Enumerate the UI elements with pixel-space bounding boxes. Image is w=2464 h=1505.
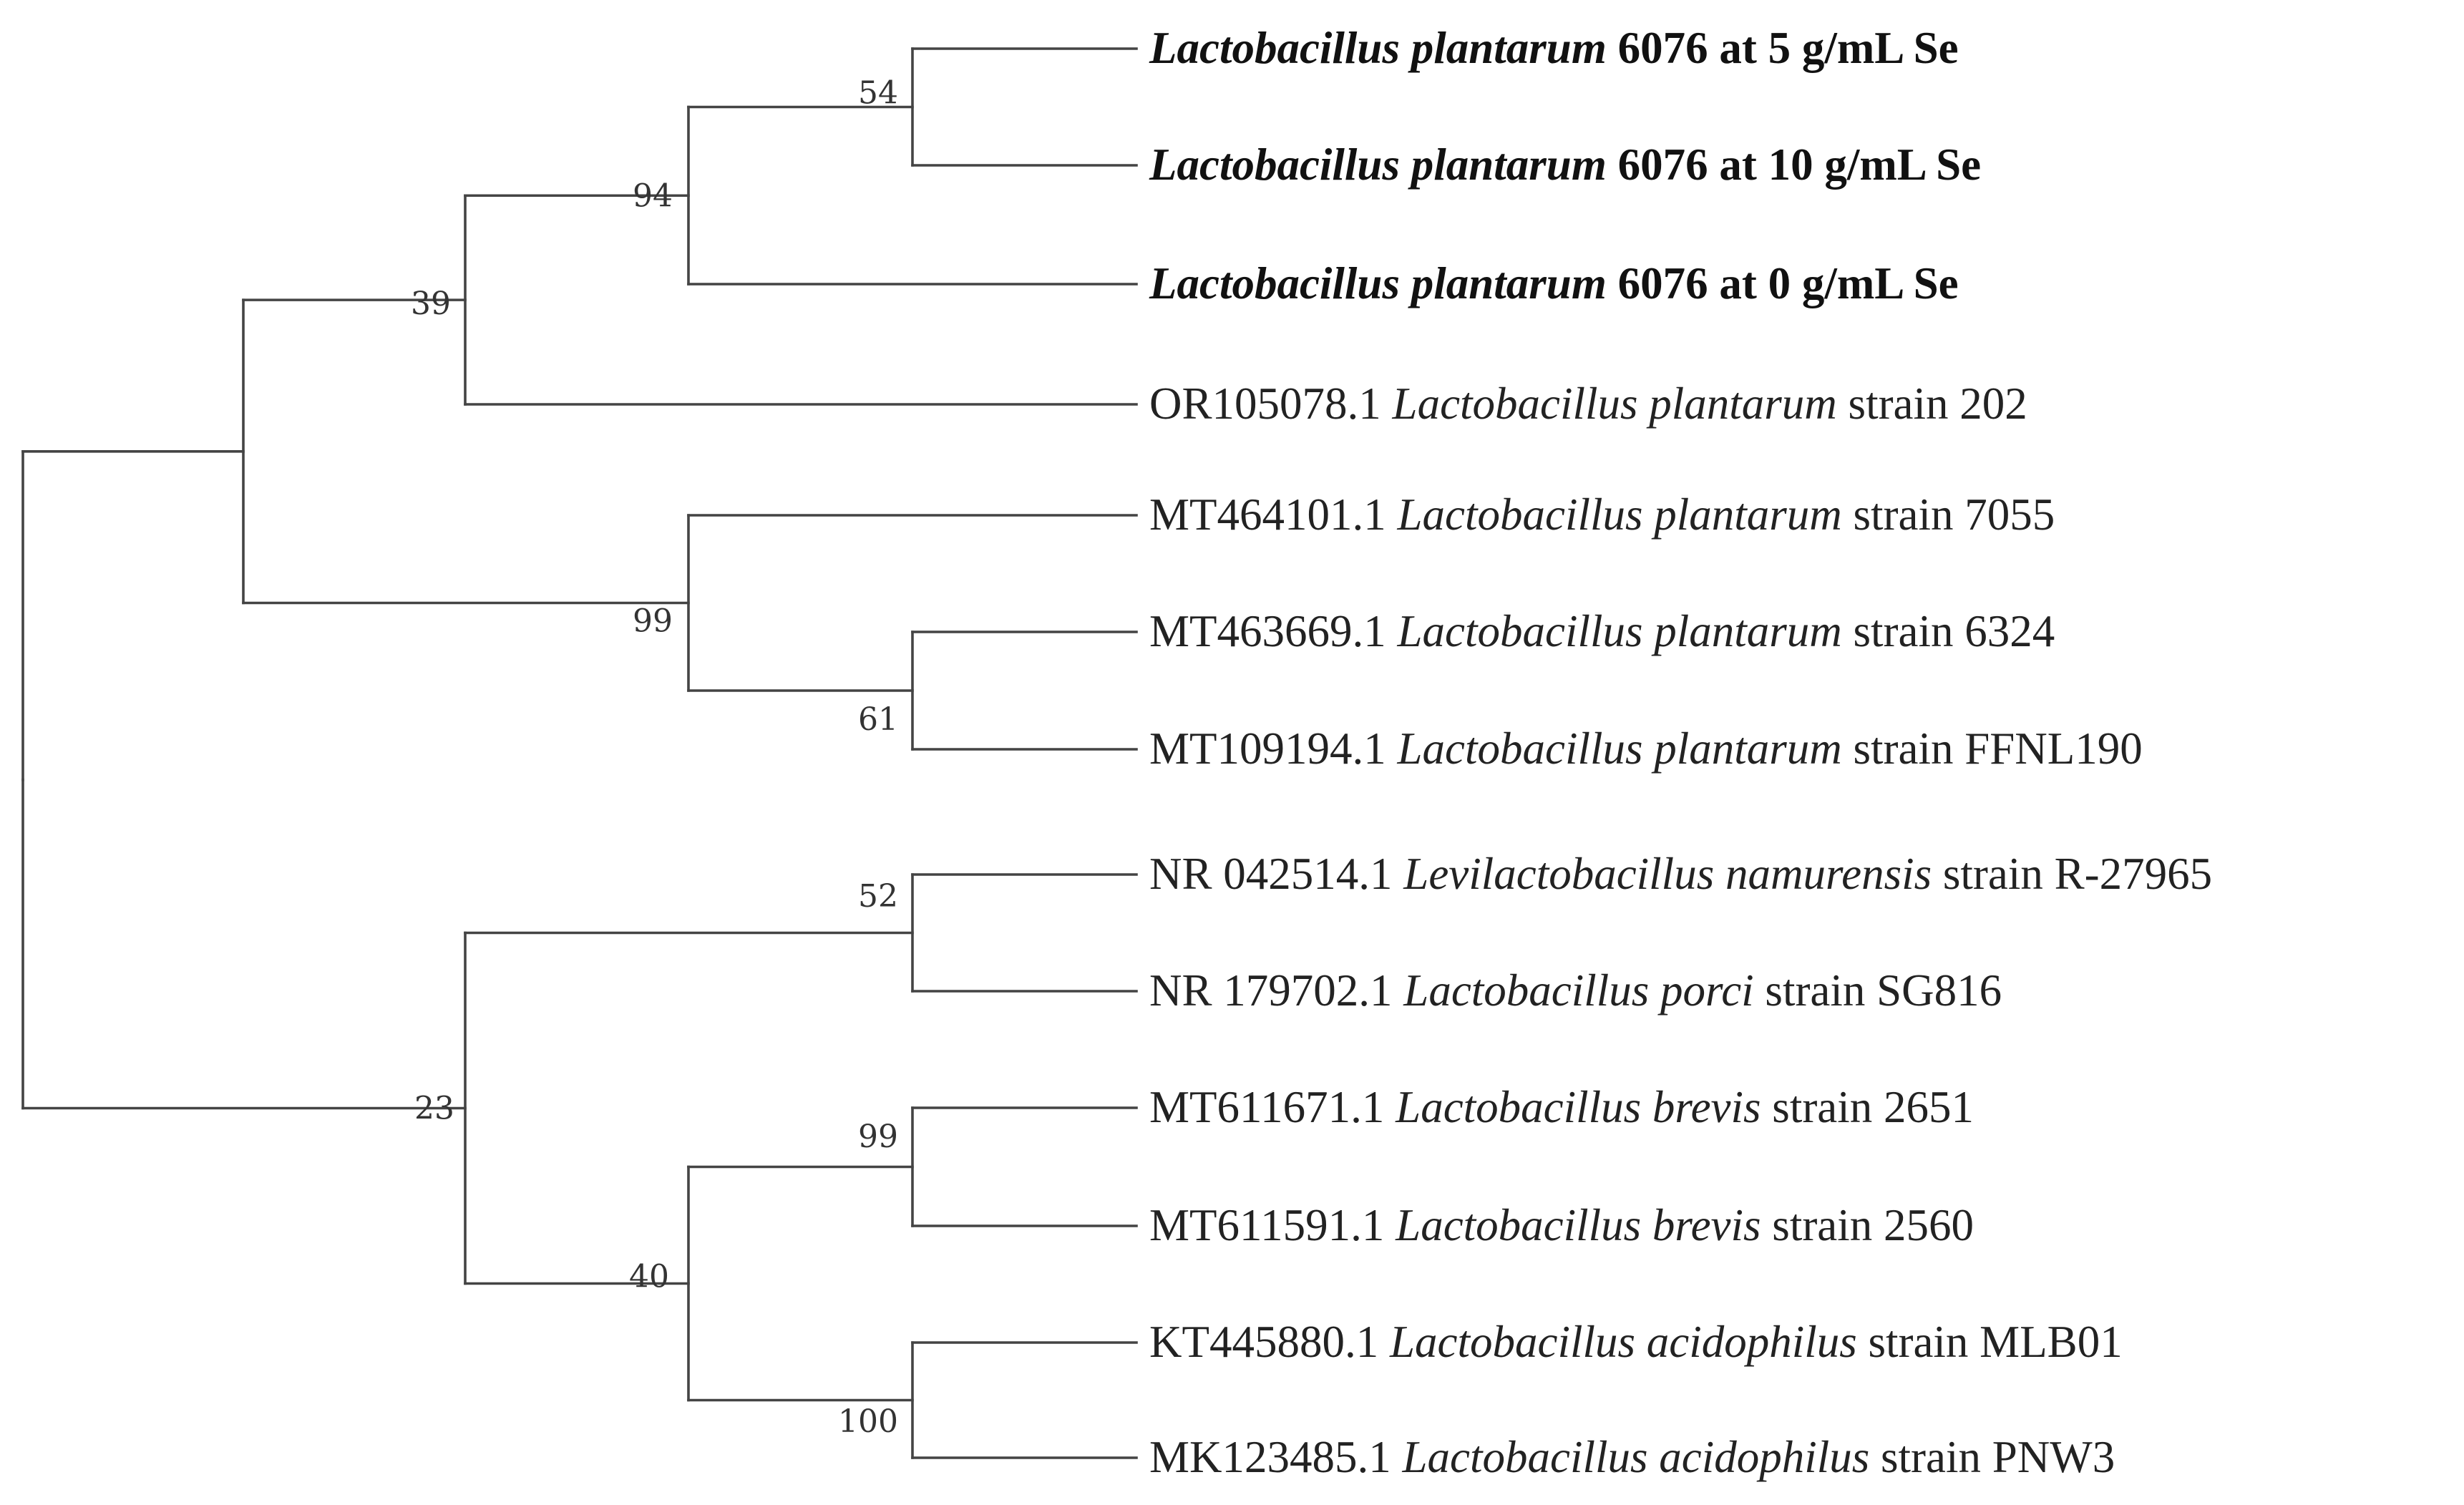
- leaf-accession: MT611671.1: [1149, 1082, 1396, 1132]
- leaf-species: Lactobacillus plantarum: [1392, 379, 1837, 429]
- leaf-strain: strain 202: [1836, 379, 2027, 429]
- leaf-strain: strain 2560: [1761, 1200, 1974, 1250]
- leaf-strain: strain R-27965: [1932, 849, 2213, 899]
- leaf-accession: NR 179702.1: [1149, 965, 1404, 1015]
- leaf-species: Lactobacillus brevis: [1396, 1200, 1761, 1250]
- leaf-species: Lactobacillus plantarum: [1149, 140, 1607, 190]
- leaf-strain: strain FFNL190: [1841, 724, 2143, 774]
- leaf-label: [1149, 140, 1981, 190]
- leaf-species: Lactobacillus plantarum: [1149, 258, 1607, 308]
- leaf-accession: KT445880.1: [1149, 1317, 1390, 1367]
- leaf-label: [1149, 965, 2002, 1015]
- leaf-label: [1149, 1317, 2123, 1367]
- tree-branches: [23, 49, 1136, 1458]
- leaf-strain: strain 6324: [1841, 606, 2055, 656]
- tree-leaf-labels: [1149, 23, 2212, 1482]
- leaf-species: Lactobacillus acidophilus: [1389, 1317, 1857, 1367]
- leaf-accession: MT109194.1: [1149, 724, 1398, 774]
- leaf-species: Lactobacillus brevis: [1396, 1082, 1761, 1132]
- leaf-label: [1149, 379, 2027, 429]
- leaf-strain: 6076 at 10 g/mL Se: [1606, 140, 1982, 190]
- bootstrap-values: [411, 75, 898, 1441]
- bootstrap-value: 94: [633, 177, 673, 215]
- leaf-accession: OR105078.1: [1149, 379, 1393, 429]
- bootstrap-value: 99: [858, 1119, 898, 1155]
- leaf-species: Lactobacillus plantarum: [1149, 23, 1607, 73]
- bootstrap-value: 61: [858, 701, 898, 738]
- leaf-accession: MT463669.1: [1149, 606, 1398, 656]
- leaf-label: [1149, 258, 1959, 308]
- leaf-species: Lactobacillus plantarum: [1397, 606, 1842, 656]
- leaf-label: [1149, 724, 2143, 774]
- bootstrap-value: 100: [838, 1403, 898, 1440]
- leaf-label: [1149, 23, 1959, 73]
- bootstrap-value: 23: [414, 1090, 454, 1127]
- leaf-species: Lactobacillus plantarum: [1397, 490, 1842, 540]
- leaf-strain: 6076 at 5 g/mL Se: [1606, 23, 1959, 73]
- leaf-label: [1149, 849, 2212, 899]
- leaf-label: [1149, 1432, 2115, 1482]
- leaf-accession: MK123485.1: [1149, 1432, 1403, 1482]
- bootstrap-value: 99: [633, 603, 673, 640]
- leaf-species: Levilactobacillus namurensis: [1403, 849, 1932, 899]
- leaf-label: [1149, 1082, 1974, 1132]
- leaf-species: Lactobacillus plantarum: [1397, 724, 1842, 774]
- leaf-strain: strain 7055: [1841, 490, 2055, 540]
- leaf-accession: MT464101.1: [1149, 490, 1398, 540]
- leaf-species: Lactobacillus porci: [1403, 965, 1754, 1015]
- bootstrap-value: 39: [411, 286, 451, 323]
- leaf-accession: MT611591.1: [1149, 1200, 1396, 1250]
- leaf-accession: NR 042514.1: [1149, 849, 1404, 899]
- leaf-strain: 6076 at 0 g/mL Se: [1606, 258, 1959, 308]
- leaf-strain: strain SG816: [1753, 965, 2002, 1015]
- bootstrap-value: 54: [858, 74, 898, 112]
- leaf-strain: strain MLB01: [1856, 1317, 2123, 1367]
- leaf-label: [1149, 490, 2055, 540]
- bootstrap-value: 52: [858, 878, 898, 915]
- bootstrap-value: 40: [629, 1258, 669, 1295]
- leaf-species: Lactobacillus acidophilus: [1402, 1432, 1870, 1482]
- leaf-label: [1149, 606, 2055, 656]
- leaf-label: [1149, 1200, 1974, 1250]
- leaf-strain: strain 2651: [1761, 1082, 1974, 1132]
- leaf-strain: strain PNW3: [1869, 1432, 2115, 1482]
